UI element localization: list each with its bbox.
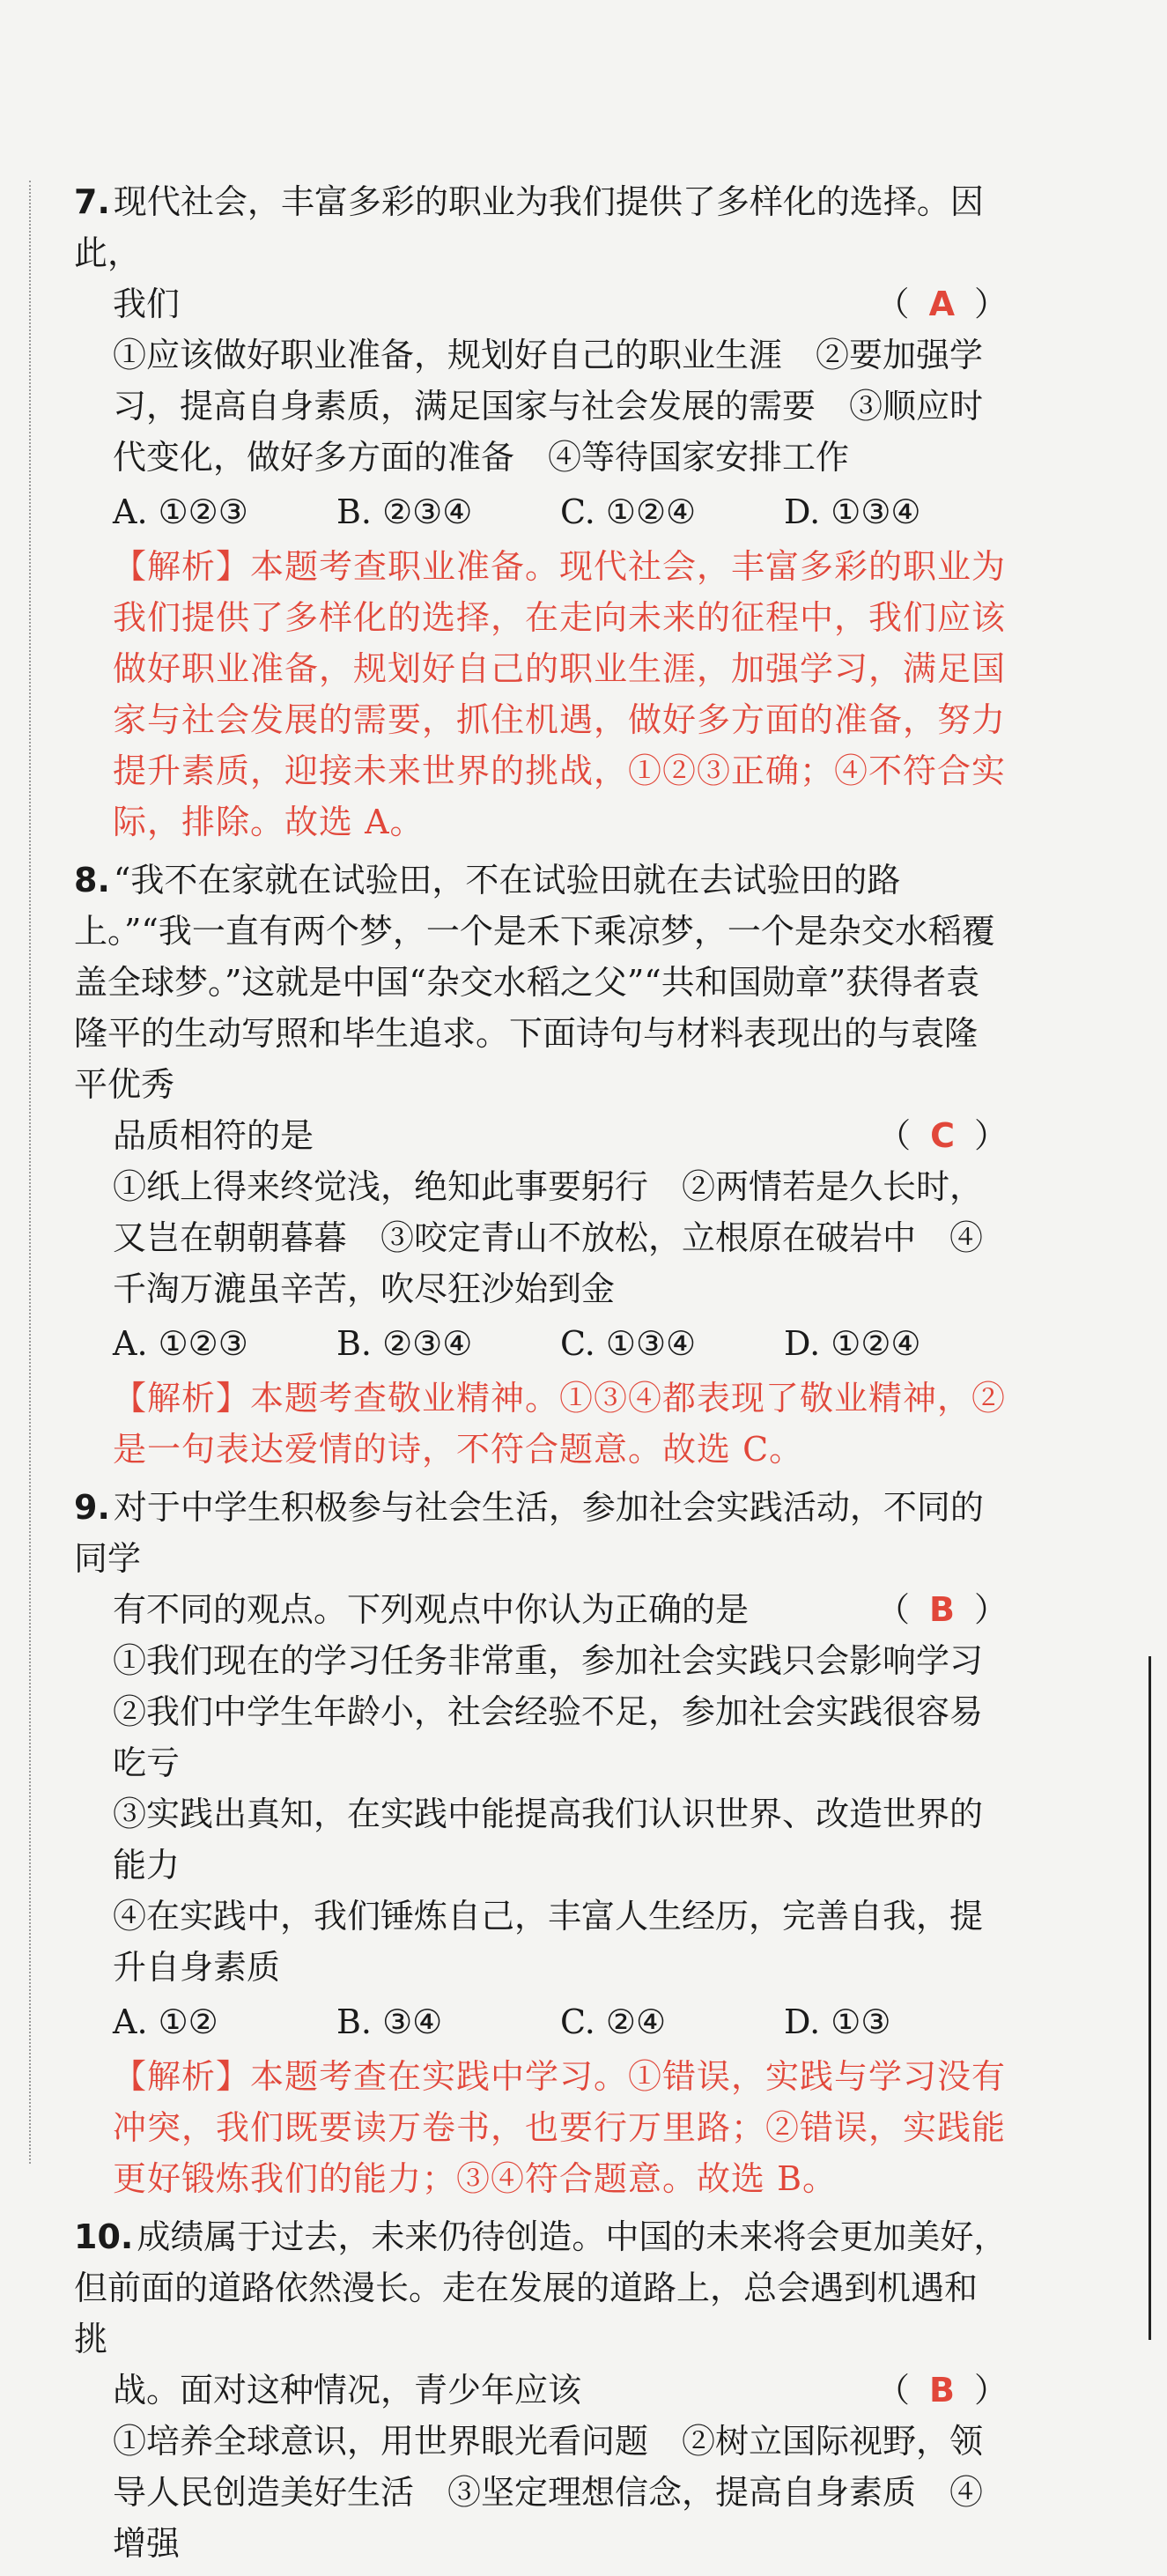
option-b: B. ③④: [336, 2002, 443, 2041]
answer-bracket: （ C ）: [877, 1116, 1008, 1155]
analysis: [74, 541, 1008, 848]
statement-2: ②我们中学生年龄小，社会经验不足，参加社会实践很容易吃亏: [113, 1692, 984, 1782]
analysis-tag: 【解析】: [113, 1379, 251, 1418]
statements: ①培养全球意识，用世界眼光看问题 ②树立国际视野，领导人民创造美好生活 ③坚定理想信念，提高自身素质 ④增强: [113, 2422, 984, 2563]
stem-line: 有不同的观点。下列观点中你认为正确的是: [113, 1590, 750, 1629]
question-8: [74, 855, 1008, 1475]
question-9: [74, 1482, 1008, 2204]
question-number: 10.: [74, 2217, 134, 2256]
question-number: 8.: [74, 861, 110, 899]
analysis-text: 本题考查在实践中学习。①错误，实践与学习没有冲突，我们既要读万卷书，也要行万里路；②错误，实践能更好锻炼我们的能力；③④符合题意。故选 B。: [113, 2057, 1007, 2198]
analysis: [74, 1373, 1008, 1475]
options-row: [74, 1318, 1008, 1369]
option-d: D. ①③④: [784, 492, 921, 531]
option-c: C. ①③④: [560, 1324, 697, 1363]
question-stem-end: [74, 1584, 1008, 1635]
answer-bracket: （ B ）: [876, 2371, 1008, 2409]
question-stem-end: [74, 2365, 1008, 2416]
stem-line: 战。面对这种情况，青少年应该: [113, 2371, 582, 2409]
option-c: C. ②④: [560, 2002, 667, 2041]
option-a: A. ①②: [113, 2002, 218, 2041]
stem-line: 对于中学生积极参与社会生活，参加社会实践活动，不同的同学: [74, 1488, 984, 1578]
question-stem: [74, 1482, 1008, 1584]
question-stem: [74, 2211, 1008, 2365]
margin-dotted-rule: [29, 181, 31, 2164]
answer-bracket: （ B ）: [876, 1590, 1008, 1629]
page-edge-line: [1149, 1656, 1151, 2340]
question-7: [74, 176, 1008, 848]
statements: ①纸上得来终觉浅，绝知此事要躬行 ②两情若是久长时，又岂在朝朝暮暮 ③咬定青山不放松，立根原在破岩中 ④千淘万漉虽辛苦，吹尽狂沙始到金: [113, 1167, 984, 1308]
statement-1: ①我们现在的学习任务非常重，参加社会实践只会影响学习: [113, 1641, 984, 1680]
statements: ①应该做好职业准备，规划好自己的职业生涯 ②要加强学习，提高自身素质，满足国家与社会发展的需要 ③顺应时代变化，做好多方面的准备 ④等待国家安排工作: [113, 336, 984, 477]
question-number: 9.: [74, 1488, 110, 1527]
question-10: [74, 2211, 1008, 2569]
analysis-tag: 【解析】: [113, 547, 251, 586]
question-stem: [74, 176, 1008, 278]
stem-line: 现代社会，丰富多彩的职业为我们提供了多样化的选择。因此，: [74, 182, 984, 272]
option-d: D. ①③: [784, 2002, 891, 2041]
stem-line: 我们: [113, 285, 181, 323]
options-row: [74, 486, 1008, 537]
option-a: A. ①②③: [113, 1324, 248, 1363]
analysis-text: 本题考查职业准备。现代社会，丰富多彩的职业为我们提供了多样化的选择，在走向未来的征程中，我们应该做好职业准备，规划好自己的职业生涯，加强学习，满足国家与社会发展的需要，抓住机遇，做好多方面的准备，努力提升素质，迎接未来世界的挑战，①②③正确；④不符合实际，排除。故选 A。: [113, 547, 1007, 841]
statement-4: ④在实践中，我们锤炼自己，丰富人生经历，完善自我，提升自身素质: [113, 1897, 984, 1987]
analysis: [74, 2051, 1008, 2204]
statement-3: ③实践出真知，在实践中能提高我们认识世界、改造世界的能力: [113, 1795, 984, 1884]
question-number: 7.: [74, 182, 110, 221]
answer-letter: B: [929, 2371, 955, 2409]
question-stem: [74, 855, 1008, 1110]
stem-line: 成绩属于过去，未来仍待创造。中国的未来将会更加美好，但前面的道路依然漫长。走在发展的道路上，总会遇到机遇和挑: [74, 2217, 1008, 2358]
answer-bracket: （ A ）: [875, 285, 1008, 323]
question-stem-end: [74, 278, 1008, 329]
options-row: [74, 1996, 1008, 2047]
answer-letter: C: [930, 1116, 955, 1155]
stem-line: “我不在家就在试验田，不在试验田就在去试验田的路上。”“我一直有两个梦，一个是禾下乘凉梦，一个是杂交水稻覆盖全球梦。”这就是中国“杂交水稻之父”“共和国勋章”获得者袁隆平的生动写照和毕生追求。下面诗句与材料表现出的与袁隆平优秀: [74, 861, 995, 1104]
question-stem-end: [74, 1110, 1008, 1161]
answer-letter: B: [929, 1590, 955, 1629]
option-b: B. ②③④: [336, 1324, 473, 1363]
option-c: C. ①②④: [560, 492, 697, 531]
stem-line: 品质相符的是: [113, 1116, 314, 1155]
option-b: B. ②③④: [336, 492, 473, 531]
option-d: D. ①②④: [784, 1324, 921, 1363]
analysis-tag: 【解析】: [113, 2057, 251, 2096]
option-a: A. ①②③: [113, 492, 248, 531]
answer-letter: A: [928, 285, 955, 323]
question-list: [74, 176, 1008, 2576]
analysis-text: 本题考查敬业精神。①③④都表现了敬业精神，②是一句表达爱情的诗，不符合题意。故选 C。: [113, 1379, 1007, 1469]
